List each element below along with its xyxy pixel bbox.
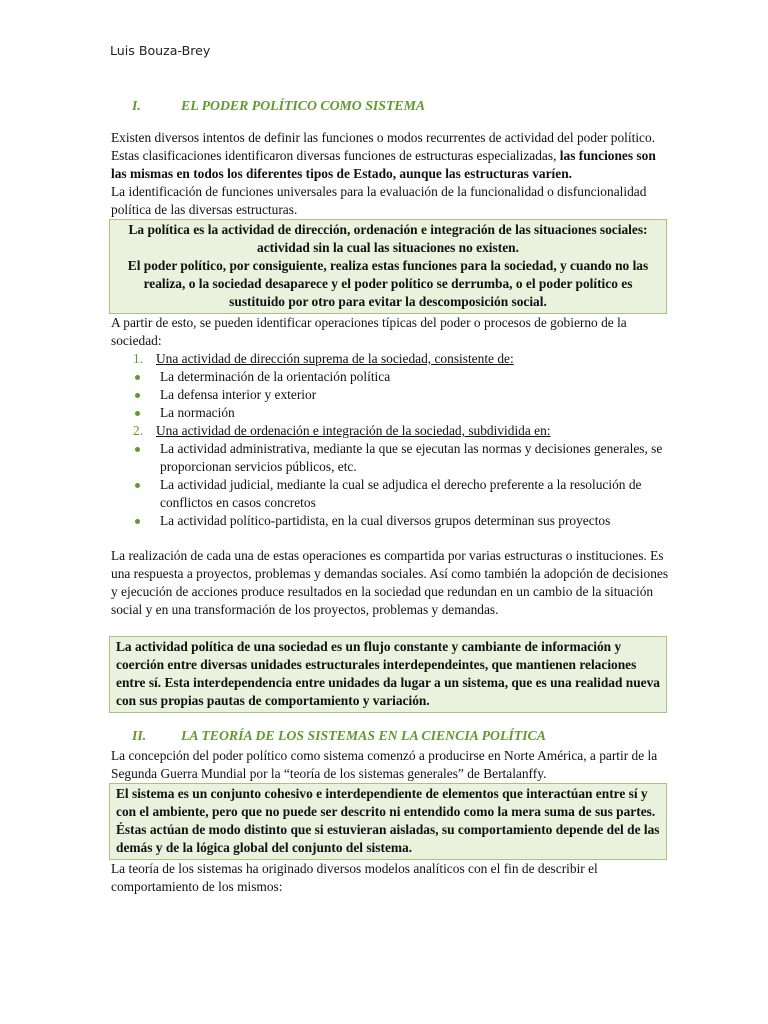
paragraph-functions-emphasis: las funciones son las mismas en todos los diferentes tipos de Estado, aunque las estructuras varíen. xyxy=(111,148,656,181)
bullet-icon xyxy=(135,375,140,380)
document-body xyxy=(111,97,671,896)
callout-politics-definition xyxy=(109,219,667,314)
paragraph-systems-origin: La concepción del poder político como sistema comenzó a producirse en Norte América, a partir de la Segunda Guerra Mundial por la “teoría de los sistemas generales” de Bertalanffy. xyxy=(111,748,658,781)
paragraph-functions xyxy=(111,129,671,183)
list-item-text: La actividad administrativa, mediante la que se ejecutan las normas y decisiones generales, se proporcionan servicios públicos, etc. xyxy=(160,441,663,474)
list-item xyxy=(111,512,671,530)
list-item xyxy=(111,386,671,404)
running-head: Luis Bouza-Brey xyxy=(110,43,211,58)
list-item-text: La actividad judicial, mediante la cual se adjudica el derecho preferente a la resolución de conflictos en casos concretos xyxy=(160,477,642,510)
callout-political-activity: La actividad política de una sociedad es un flujo constante y cambiante de información y coerción entre diversas unidades estructurales interdependeintes, que mantienen relaciones entre sí. Esta interdependencia entre unidades da lugar a un sistema, que es una realidad nueva con sus propias pautas de comportamiento y variación. xyxy=(109,636,667,713)
section-1-title: EL PODER POLÍTICO COMO SISTEMA xyxy=(181,98,426,113)
list-item-text: La normación xyxy=(160,405,235,420)
bullet-icon xyxy=(135,483,140,488)
bullet-icon xyxy=(135,519,140,524)
paragraph-identification: La identificación de funciones universales para la evaluación de la funcionalidad o disfuncionalidad política de las diversas estructuras. xyxy=(111,184,647,217)
section-2-heading xyxy=(111,727,671,747)
bullet-icon xyxy=(135,447,140,452)
numbered-item-2 xyxy=(111,422,671,440)
callout-system-definition: El sistema es un conjunto cohesivo e interdependiente de elementos que interactúan entre sí y con el ambiente, pero que no puede ser descrito ni entendido como la mera suma de sus partes. Éstas actúan de modo distinto que si estuvieran aisladas, su comportamiento depende del de las demás y de la lógica global del conjunto del sistema. xyxy=(109,783,667,860)
paragraph-operations: A partir de esto, se pueden identificar operaciones típicas del poder o procesos de gobierno de la sociedad: xyxy=(111,315,627,348)
list-item-text: La actividad político-partidista, en la cual diversos grupos determinan sus proyectos xyxy=(160,513,611,528)
numbered-item-2-number: 2. xyxy=(133,423,144,438)
list-item xyxy=(111,404,671,422)
numbered-item-2-label: Una actividad de ordenación e integración de la sociedad, subdividida en: xyxy=(156,423,551,438)
numbered-item-1-label: Una actividad de dirección suprema de la sociedad, consistente de: xyxy=(156,351,514,366)
list-item xyxy=(111,476,671,512)
list-item xyxy=(111,368,671,386)
paragraph-analytic-models: La teoría de los sistemas ha originado diversos modelos analíticos con el fin de describir el comportamiento de los mismos: xyxy=(111,861,598,894)
paragraph-shared-operations: La realización de cada una de estas operaciones es compartida por varias estructuras o instituciones. Es una respuesta a proyectos, problemas y demandas sociales. Así como también la adopción de decisiones y ejecución de acciones produce resultados en la sociedad que redundan en un cambio de la situación social y en una transformación de los proyectos, problemas y demandas. xyxy=(111,548,669,617)
list-item-text: La defensa interior y exterior xyxy=(160,387,317,402)
bullet-icon xyxy=(135,393,140,398)
numbered-item-1-number: 1. xyxy=(133,351,144,366)
numbered-item-1 xyxy=(111,350,671,368)
paragraph-functions-text: Existen diversos intentos de definir las funciones o modos recurrentes de actividad del poder político. Estas clasificaciones identificaron diversas funciones de estructuras especializadas, xyxy=(111,130,656,163)
section-1-number: I. xyxy=(132,98,141,113)
list-item-text: La determinación de la orientación política xyxy=(160,369,391,384)
callout-politics-line-2: El poder político, por consiguiente, realiza estas funciones para la sociedad, y cuando no las realiza, o la sociedad desaparece y el poder político se derrumba, o el poder político es sustituido por otro para evitar la descomposición social. xyxy=(127,258,649,309)
section-2-number: II. xyxy=(132,728,147,743)
section-1-heading xyxy=(111,97,671,117)
list-item xyxy=(111,440,671,476)
callout-politics-line-1: La política es la actividad de dirección, ordenación e integración de las situaciones sociales: actividad sin la cual las situaciones no existen. xyxy=(128,222,648,255)
bullet-icon xyxy=(135,411,140,416)
section-2-title: LA TEORÍA DE LOS SISTEMAS EN LA CIENCIA POLÍTICA xyxy=(181,728,546,743)
